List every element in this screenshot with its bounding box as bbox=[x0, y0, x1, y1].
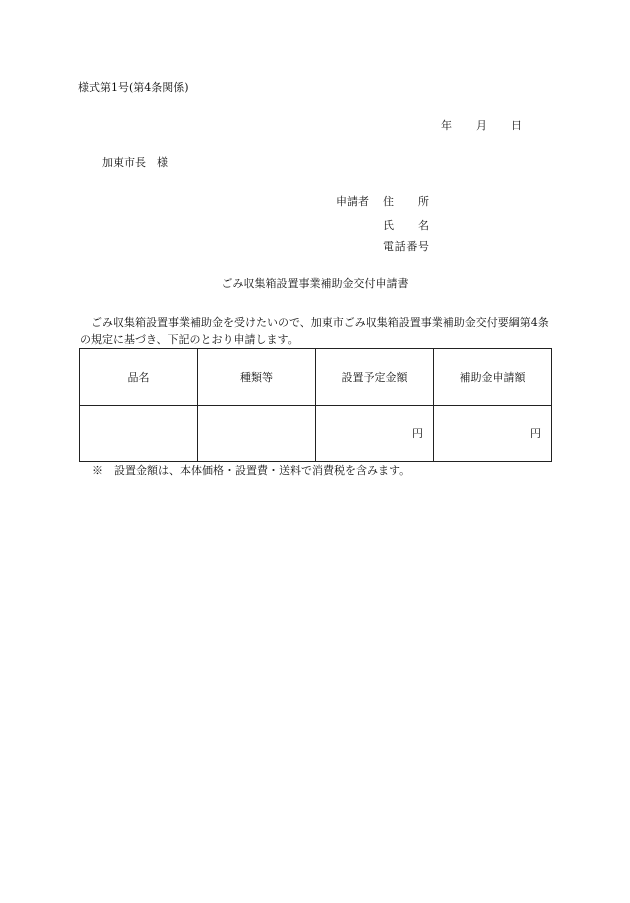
header-planned-cost: 設置予定金額 bbox=[316, 349, 434, 406]
form-number: 様式第1号(第4条関係) bbox=[78, 81, 189, 94]
cell-type bbox=[198, 406, 316, 462]
applicant-label: 申請者 bbox=[336, 195, 369, 208]
footnote: ※ 設置金額は、本体価格・設置費・送料で消費税を含みます。 bbox=[92, 464, 411, 477]
body-text: ごみ収集箱設置事業補助金を受けたいので、加東市ごみ収集箱設置事業補助金交付要綱第4条の規定に基づき、下記のとおり申請します。 bbox=[80, 316, 549, 346]
application-table bbox=[79, 348, 552, 462]
table-header-row bbox=[80, 349, 552, 406]
table-row bbox=[80, 406, 552, 462]
document-title: ごみ収集箱設置事業補助金交付申請書 bbox=[221, 277, 409, 290]
date-month-label: 月 bbox=[476, 119, 487, 132]
cell-planned-cost: 円 bbox=[316, 406, 434, 462]
addressee: 加東市長 様 bbox=[102, 156, 168, 169]
applicant-address-label: 住 所 bbox=[383, 195, 429, 208]
header-item-name: 品名 bbox=[80, 349, 198, 406]
cell-item-name bbox=[80, 406, 198, 462]
header-subsidy-amount: 補助金申請額 bbox=[434, 349, 552, 406]
cell-subsidy-amount: 円 bbox=[434, 406, 552, 462]
date-year-label: 年 bbox=[441, 119, 452, 132]
header-type: 種類等 bbox=[198, 349, 316, 406]
date-line bbox=[441, 120, 522, 131]
applicant-name-label: 氏 名 bbox=[383, 219, 429, 232]
date-day-label: 日 bbox=[511, 119, 522, 132]
applicant-phone-label: 電話番号 bbox=[383, 240, 429, 253]
